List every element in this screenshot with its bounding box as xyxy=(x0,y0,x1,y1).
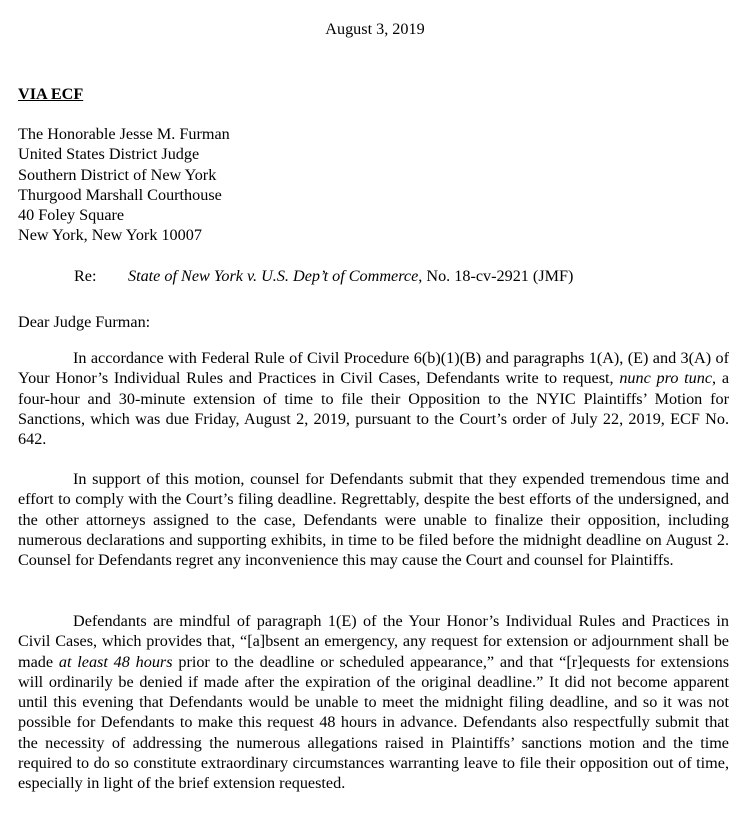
body-paragraph-3 xyxy=(18,611,729,794)
paragraph-text: , a four-hour and 30-minute extension of time to file their Opposition to the NYIC Plaintiffs’ Motion for Sanctions, which was due Friday, August 2, 2019, pursuant to the Court’s order of July 22, 2019, ECF No. 642. xyxy=(18,369,729,449)
case-name: State of New York v. U.S. Dep’t of Commerce xyxy=(128,267,419,285)
paragraph-text: prior to the deadline or scheduled appearance,” and that “[r]equests for extensions will ordinarily be denied if made after the expiration of the original deadline.” It did not become apparent until this evening that Defendants would be unable to meet the midnight filing deadline, and so it was not possible for Defendants to make this request 48 hours in advance. Defendants also respectfully submit that the necessity of addressing the numerous allegations raised in Plaintiffs’ sanctions motion and the time required to do so constitute extraordinary circumstances warranting leave to file their opposition out of time, especially in light of the brief extension requested. xyxy=(18,652,730,793)
address-line: Southern District of New York xyxy=(18,165,217,184)
address-line: United States District Judge xyxy=(18,145,200,164)
address-line: Thurgood Marshall Courthouse xyxy=(18,185,222,204)
case-number: , No. 18-cv-2921 (JMF) xyxy=(418,267,574,285)
paragraph-italic: at least 48 hours xyxy=(58,652,173,671)
paragraph-text: In accordance with Federal Rule of Civil Procedure 6(b)(1)(B) and paragraphs 1(A), (E) and 3(A) of Your Honor’s Individual Rules and Practices in Civil Cases, Defendants write to request, xyxy=(18,349,729,388)
body-paragraph-1 xyxy=(18,348,729,449)
recipient-address xyxy=(18,124,230,246)
delivery-method: VIA ECF xyxy=(18,85,84,103)
address-line: 40 Foley Square xyxy=(18,206,125,225)
address-line: The Honorable Jesse M. Furman xyxy=(18,125,230,143)
body-paragraph-2: In support of this motion, counsel for Defendants submit that they expended tremendous time and effort to comply with the Court’s filing deadline. Regrettably, despite the best efforts of the undersigned, and the other attorneys assigned to the case, Defendants were unable to finalize their opposition, including numerous declarations and supporting exhibits, in time to be filed before the midnight deadline on August 2. Counsel for Defendants regret any inconvenience this may cause the Court and counsel for Plaintiffs. xyxy=(18,470,729,570)
subject-label: Re: xyxy=(74,267,97,285)
subject-line xyxy=(74,266,573,286)
address-line: New York, New York 10007 xyxy=(18,226,202,245)
letter-date: August 3, 2019 xyxy=(325,20,425,38)
paragraph-text: Defendants are mindful of paragraph 1(E) of the Your Honor’s Individual Rules and Practices in Civil Cases, which provides that, “[a]bsent an emergency, any request for extension or adjournment shall be made xyxy=(18,612,729,671)
salutation: Dear Judge Furman: xyxy=(18,313,151,331)
paragraph-italic: nunc pro tunc xyxy=(619,369,713,388)
